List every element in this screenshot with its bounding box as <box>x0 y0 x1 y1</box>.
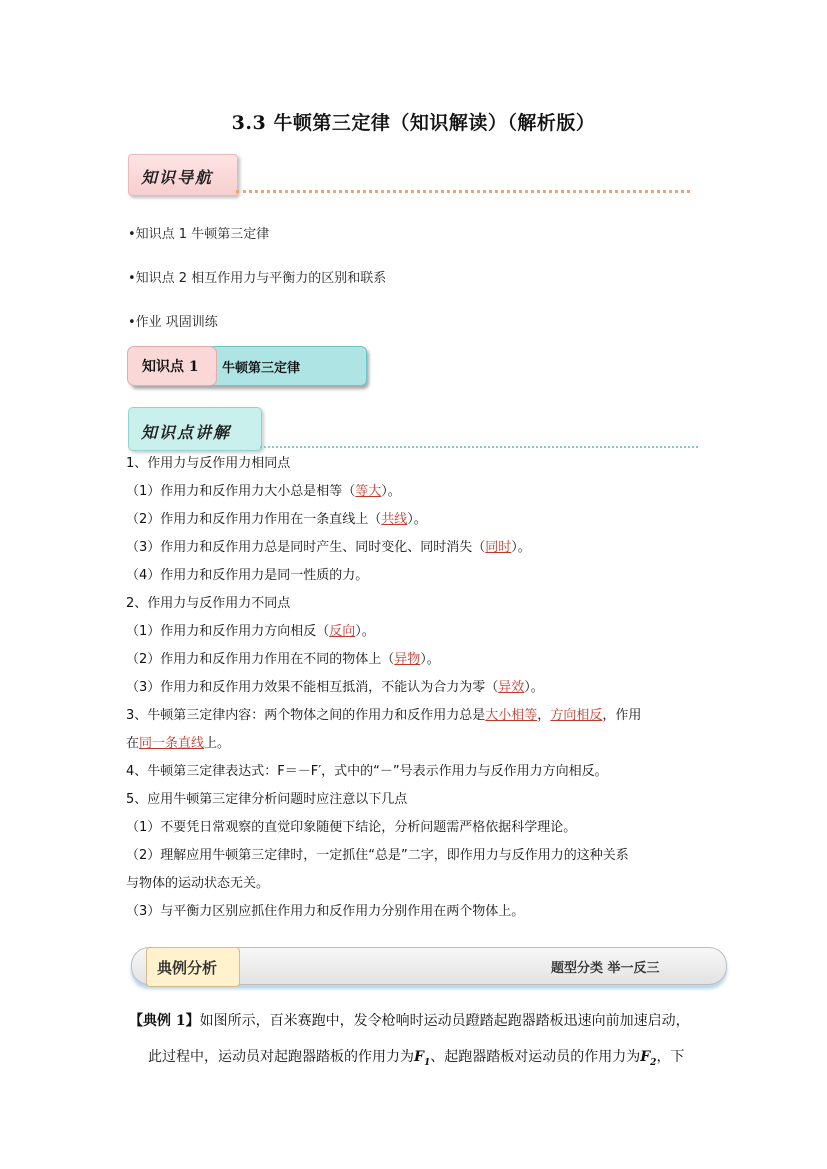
body-line: 4、牛顿第三定律表达式：F＝－F′，式中的“－”号表示作用力与反作用力方向相反。 <box>126 764 608 779</box>
example-line-1: 【典例 1】如图所示，百米赛跑中，发令枪响时运动员蹬踏起跑器踏板迅速向前加速启动， <box>129 1013 690 1029</box>
body-line: 2、作用力与反作用力不同点 <box>126 596 291 611</box>
body-line: 3、牛顿第三定律内容：两个物体之间的作用力和反作用力总是大小相等，方向相反，作用 <box>126 708 642 723</box>
explanation-divider <box>260 446 698 448</box>
highlight-term: 等大 <box>355 484 382 499</box>
highlight-term: 异物 <box>394 652 421 667</box>
knowledge-nav-banner <box>128 154 238 196</box>
knowledge-point-title: 牛顿第三定律 <box>222 361 301 376</box>
body-line: （1）作用力和反作用力大小总是相等（等大）。 <box>126 484 401 499</box>
body-line: （2）理解应用牛顿第三定律时，一定抓住“总是”二字，即作用力与反作用力的这种关系 <box>126 848 629 863</box>
force-f1: $F_1$ <box>414 1049 431 1068</box>
toc-item-3: •作业 巩固训练 <box>128 315 218 330</box>
knowledge-point-tag <box>127 346 217 386</box>
highlight-term: 反向 <box>329 624 356 639</box>
toc-item-1: •知识点 1 牛顿第三定律 <box>128 227 270 242</box>
explanation-body <box>126 450 706 930</box>
highlight-term: 同一条直线 <box>139 736 205 751</box>
body-line: 5、应用牛顿第三定律分析问题时应注意以下几点 <box>126 792 408 807</box>
knowledge-point-tag-label: 知识点 1 <box>142 359 199 375</box>
example-banner-tag <box>146 947 240 987</box>
highlight-term: 大小相等 <box>485 708 538 723</box>
explanation-label: 知识点讲解 <box>141 423 232 442</box>
highlight-term: 同时 <box>485 540 512 555</box>
body-line: （4）作用力和反作用力是同一性质的力。 <box>126 568 369 583</box>
body-line: （3）作用力和反作用力总是同时产生、同时变化、同时消失（同时）。 <box>126 540 531 555</box>
example-line-2: 此过程中，运动员对起跑器踏板的作用力为$F_1$、起跑器踏板对运动员的作用力为$F_2$，下 <box>148 1049 685 1068</box>
page-title: 3.3 牛顿第三定律（知识解读）（解析版） <box>231 112 596 134</box>
body-line: 1、作用力与反作用力相同点 <box>126 456 291 471</box>
body-line: 与物体的运动状态无关。 <box>126 876 270 891</box>
example-number: 【典例 1】 <box>129 1013 200 1029</box>
body-line: （3）作用力和反作用力效果不能相互抵消，不能认为合力为零（异效）。 <box>126 680 544 695</box>
knowledge-nav-label: 知识导航 <box>141 168 214 187</box>
force-f2: $F_2$ <box>640 1049 657 1068</box>
body-line: （2）作用力和反作用力作用在一条直线上（共线）。 <box>126 512 427 527</box>
body-line: （2）作用力和反作用力作用在不同的物体上（异物）。 <box>126 652 440 667</box>
highlight-term: 共线 <box>381 512 408 527</box>
explanation-banner <box>128 407 262 451</box>
body-line: （3）与平衡力区别应抓住作用力和反作用力分别作用在两个物体上。 <box>126 904 525 919</box>
highlight-term: 方向相反 <box>550 708 603 723</box>
body-line: 在同一条直线上。 <box>126 736 231 751</box>
toc-item-2: •知识点 2 相互作用力与平衡力的区别和联系 <box>128 271 387 286</box>
highlight-term: 异效 <box>498 680 525 695</box>
body-line: （1）不要凭日常观察的直觉印象随便下结论，分析问题需严格依据科学理论。 <box>126 820 577 835</box>
nav-divider <box>236 190 690 193</box>
body-line: （1）作用力和反作用力方向相反（反向）。 <box>126 624 375 639</box>
example-banner-label: 典例分析 <box>157 959 218 977</box>
example-banner-subtitle: 题型分类 举一反三 <box>551 961 660 976</box>
